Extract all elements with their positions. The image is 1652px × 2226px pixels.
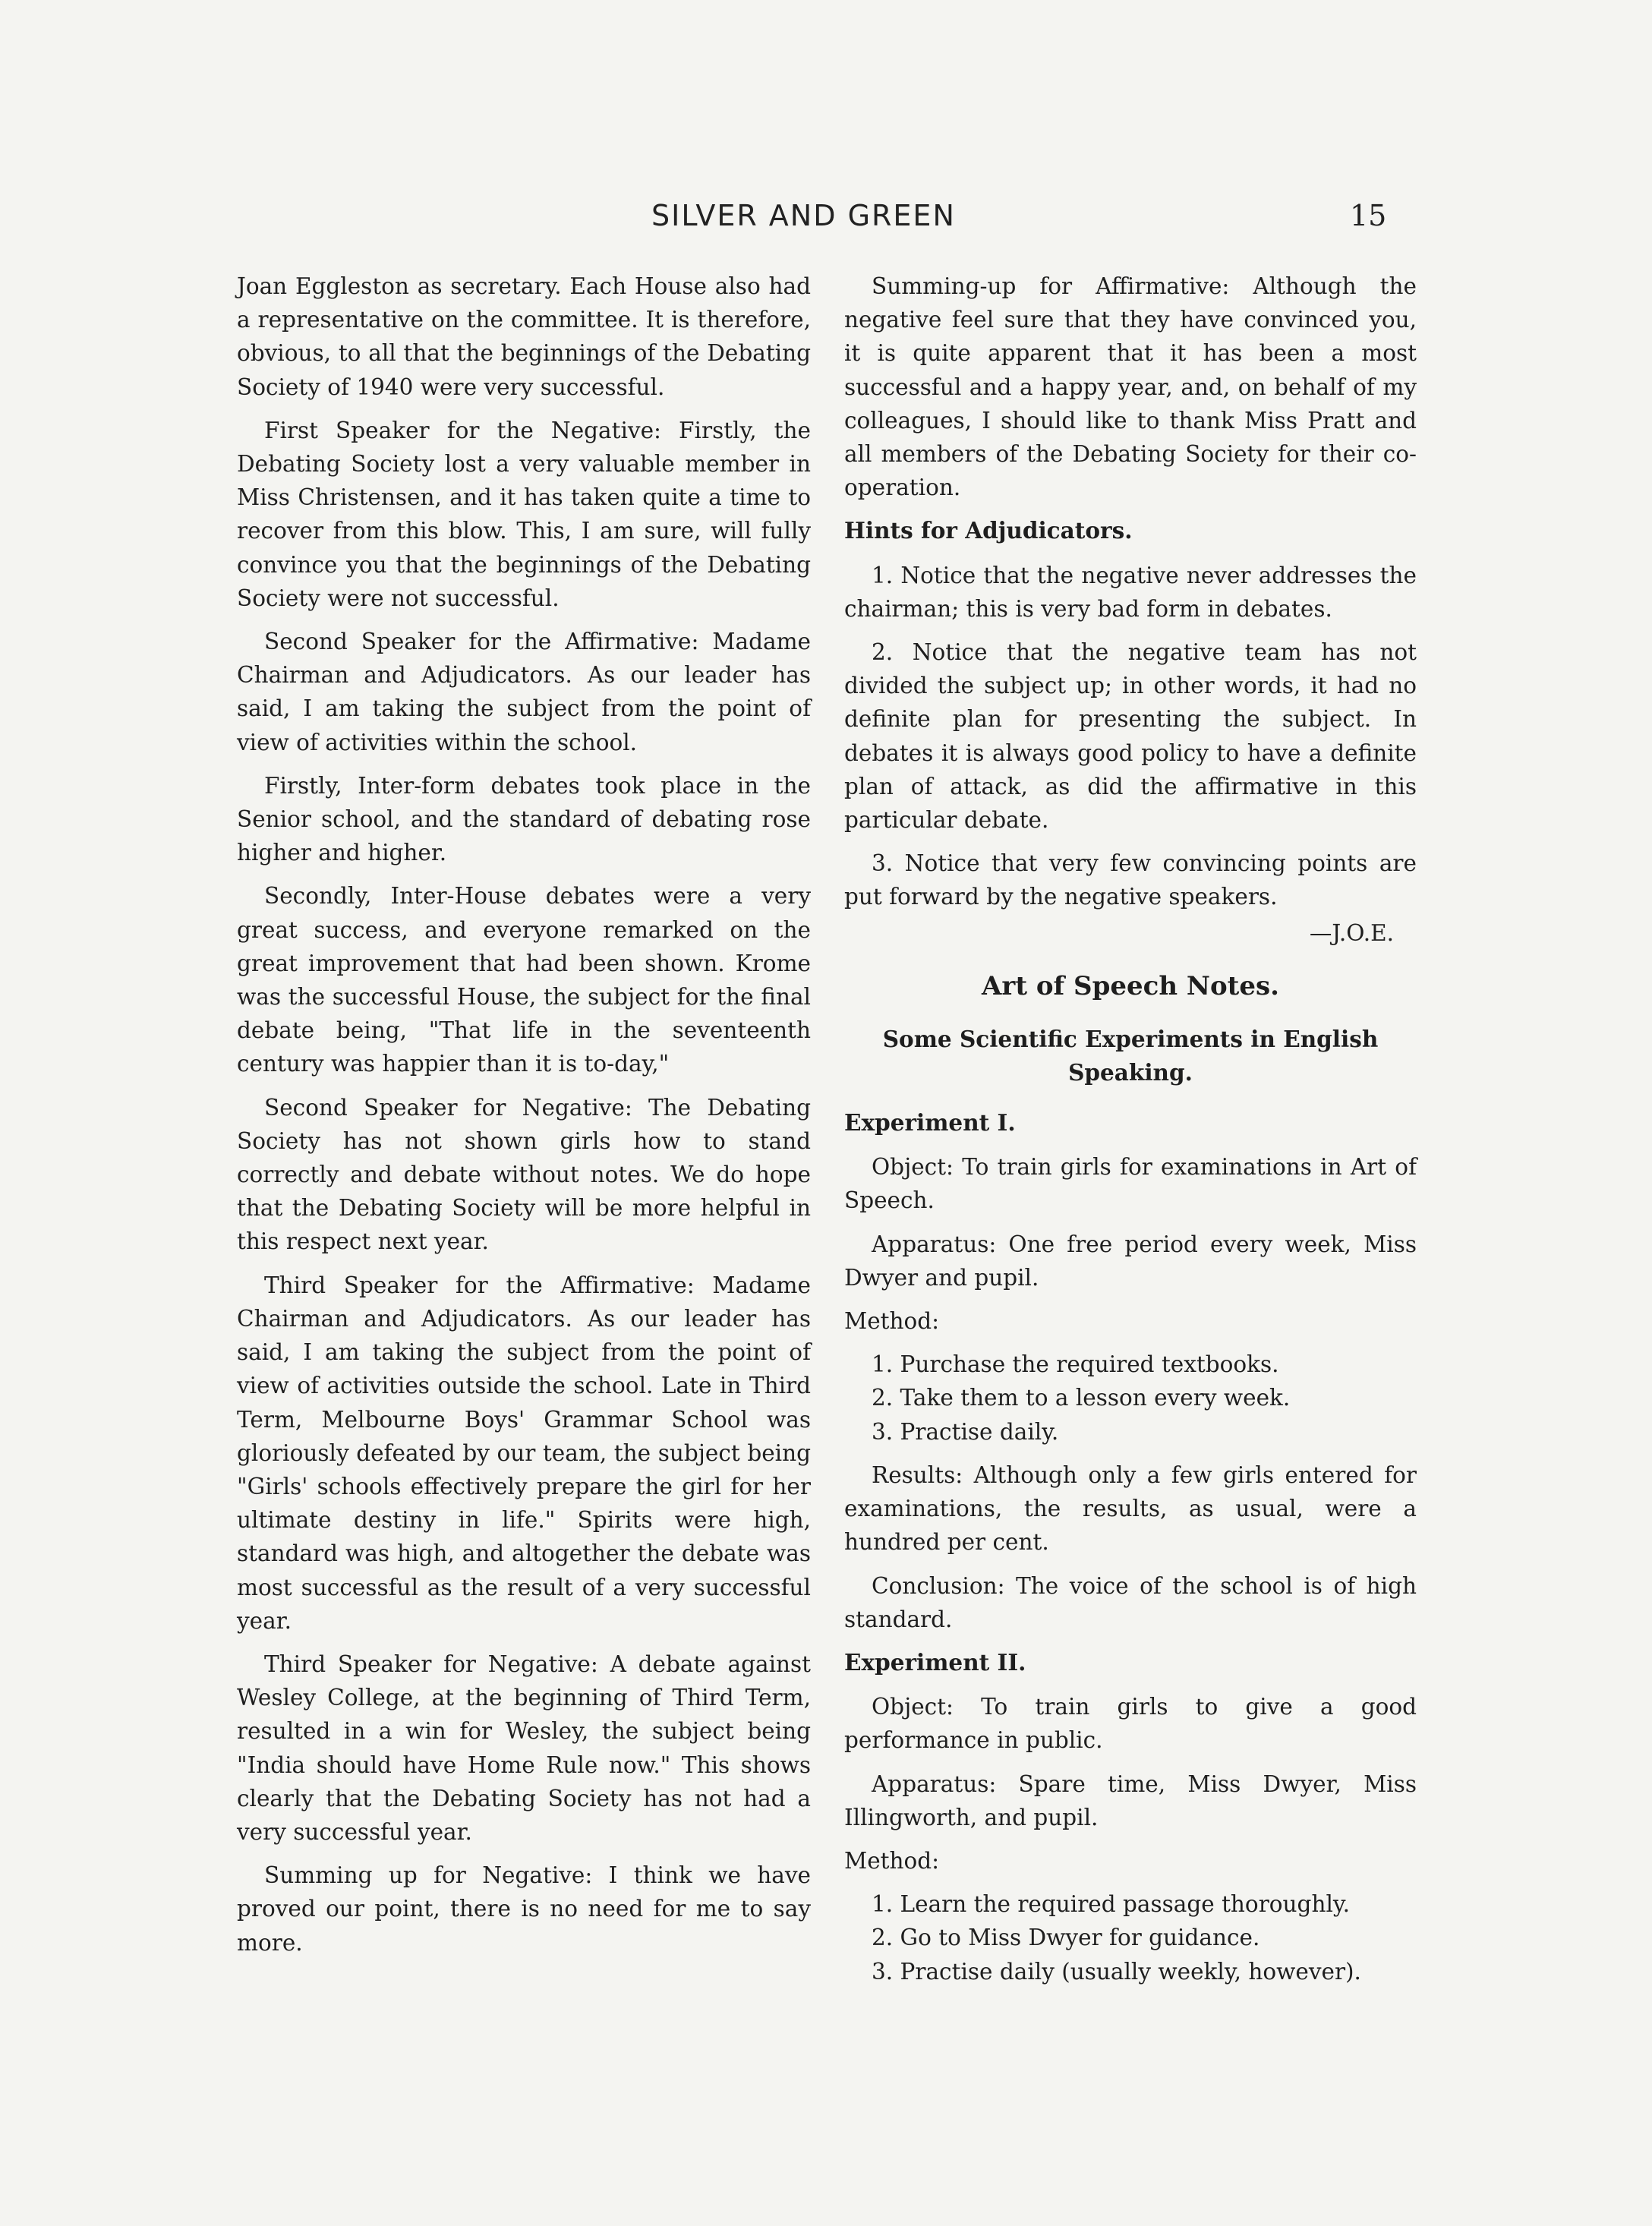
experiment-apparatus: Apparatus: One free period every week, Miss Dwyer and pupil. bbox=[844, 1231, 1417, 1291]
method-label: Method: bbox=[844, 1308, 940, 1335]
hint-item: 3. Notice that very few convincing points are put forward by the negative speakers. bbox=[844, 850, 1417, 910]
paragraph: Third Speaker for Negative: A debate against Wesley College, at the beginning of Third Term, resulted in a win for Wesley, the subject being "India should have Home Rule now." This shows clearly that the Debating Society has not had a very successful year. bbox=[237, 1651, 811, 1845]
paragraph: Joan Eggleston as secretary. Each House also had a representative on the committee. It is therefore, obvious, to all that the beginnings of the Debating Society of 1940 were very successful. bbox=[237, 273, 811, 400]
experiment-object: Object: To train girls to give a good performance in public. bbox=[844, 1694, 1417, 1754]
method-step: 3. Practise daily (usually weekly, however). bbox=[872, 1958, 1361, 1985]
experiment-heading: Experiment I. bbox=[844, 1109, 1016, 1137]
experiment-object: Object: To train girls for examinations in Art of Speech. bbox=[844, 1154, 1417, 1214]
hints-heading: Hints for Adjudicators. bbox=[844, 517, 1133, 544]
signature: —J.O.E. bbox=[1309, 919, 1394, 946]
running-head bbox=[0, 199, 1652, 244]
method-list bbox=[844, 1348, 1417, 1449]
right-column bbox=[844, 270, 1417, 1998]
left-column bbox=[237, 270, 811, 1969]
paragraph: Secondly, Inter-House debates were a very great success, and everyone remarked on the great improvement that had been shown. Krome was the successful House, the subject for the final debate being, "That life in the seventeenth century was happier than it is to-day," bbox=[237, 883, 811, 1077]
method-step: 3. Practise daily. bbox=[872, 1418, 1059, 1445]
method-step: 1. Purchase the required textbooks. bbox=[872, 1351, 1279, 1378]
running-title: SILVER AND GREEN bbox=[651, 199, 956, 232]
method-list bbox=[844, 1887, 1417, 1988]
experiment-heading: Experiment II. bbox=[844, 1648, 1026, 1676]
section-subheading: Some Scientific Experiments in English Speaking. bbox=[882, 1026, 1379, 1086]
experiment-conclusion: Conclusion: The voice of the school is of high standard. bbox=[844, 1572, 1417, 1632]
paragraph: Firstly, Inter-form debates took place in the Senior school, and the standard of debating rose higher and higher. bbox=[237, 772, 811, 866]
hint-item: 2. Notice that the negative team has not divided the subject up; in other words, it had no definite plan for presenting the subject. In debates it is always good policy to have a definite plan of attack, as did the affirmative in this particular debate. bbox=[844, 639, 1417, 834]
section-heading: Art of Speech Notes. bbox=[982, 970, 1279, 1001]
paragraph: First Speaker for the Negative: Firstly, the Debating Society lost a very valuable member in Miss Christensen, and it has taken quite a time to recover from this blow. This, I am sure, will fully convince you that the beginnings of the Debating Society were not successful. bbox=[237, 417, 811, 611]
paragraph: Summing up for Negative: I think we have proved our point, there is no need for me to say more. bbox=[237, 1862, 811, 1956]
page-number: 15 bbox=[1350, 199, 1387, 232]
method-label: Method: bbox=[844, 1847, 940, 1874]
method-step: 2. Take them to a lesson every week. bbox=[872, 1385, 1291, 1411]
paragraph: Summing-up for Affirmative: Although the negative feel sure that they have convinced you, it is quite apparent that it has been a most successful and a happy year, and, on behalf of my colleagues, I should like to thank Miss Pratt and all members of the Debating Society for their co-operation. bbox=[844, 273, 1417, 501]
experiment-apparatus: Apparatus: Spare time, Miss Dwyer, Miss Illingworth, and pupil. bbox=[844, 1770, 1417, 1830]
paragraph: Second Speaker for the Affirmative: Madame Chairman and Adjudicators. As our leader has said, I am taking the subject from the point of view of activities within the school. bbox=[237, 629, 811, 755]
method-step: 2. Go to Miss Dwyer for guidance. bbox=[872, 1925, 1260, 1951]
paragraph: Third Speaker for the Affirmative: Madame Chairman and Adjudicators. As our leader has said, I am taking the subject from the point of view of activities outside the school. Late in Third Term, Melbourne Boys' Grammar School was gloriously defeated by our team, the subject being "Girls' schools effectively prepare the girl for her ultimate destiny in life." Spirits were high, standard was high, and altogether the debate was most successful as the result of a very successful year. bbox=[237, 1272, 811, 1634]
method-step: 1. Learn the required passage thoroughly. bbox=[872, 1891, 1351, 1918]
paragraph: Second Speaker for Negative: The Debating Society has not shown girls how to stand correctly and debate without notes. We do hope that the Debating Society will be more helpful in this respect next year. bbox=[237, 1094, 811, 1255]
experiment-results: Results: Although only a few girls entered for examinations, the results, as usual, were a hundred per cent. bbox=[844, 1461, 1417, 1556]
hint-item: 1. Notice that the negative never addresses the chairman; this is very bad form in debates. bbox=[844, 562, 1417, 622]
